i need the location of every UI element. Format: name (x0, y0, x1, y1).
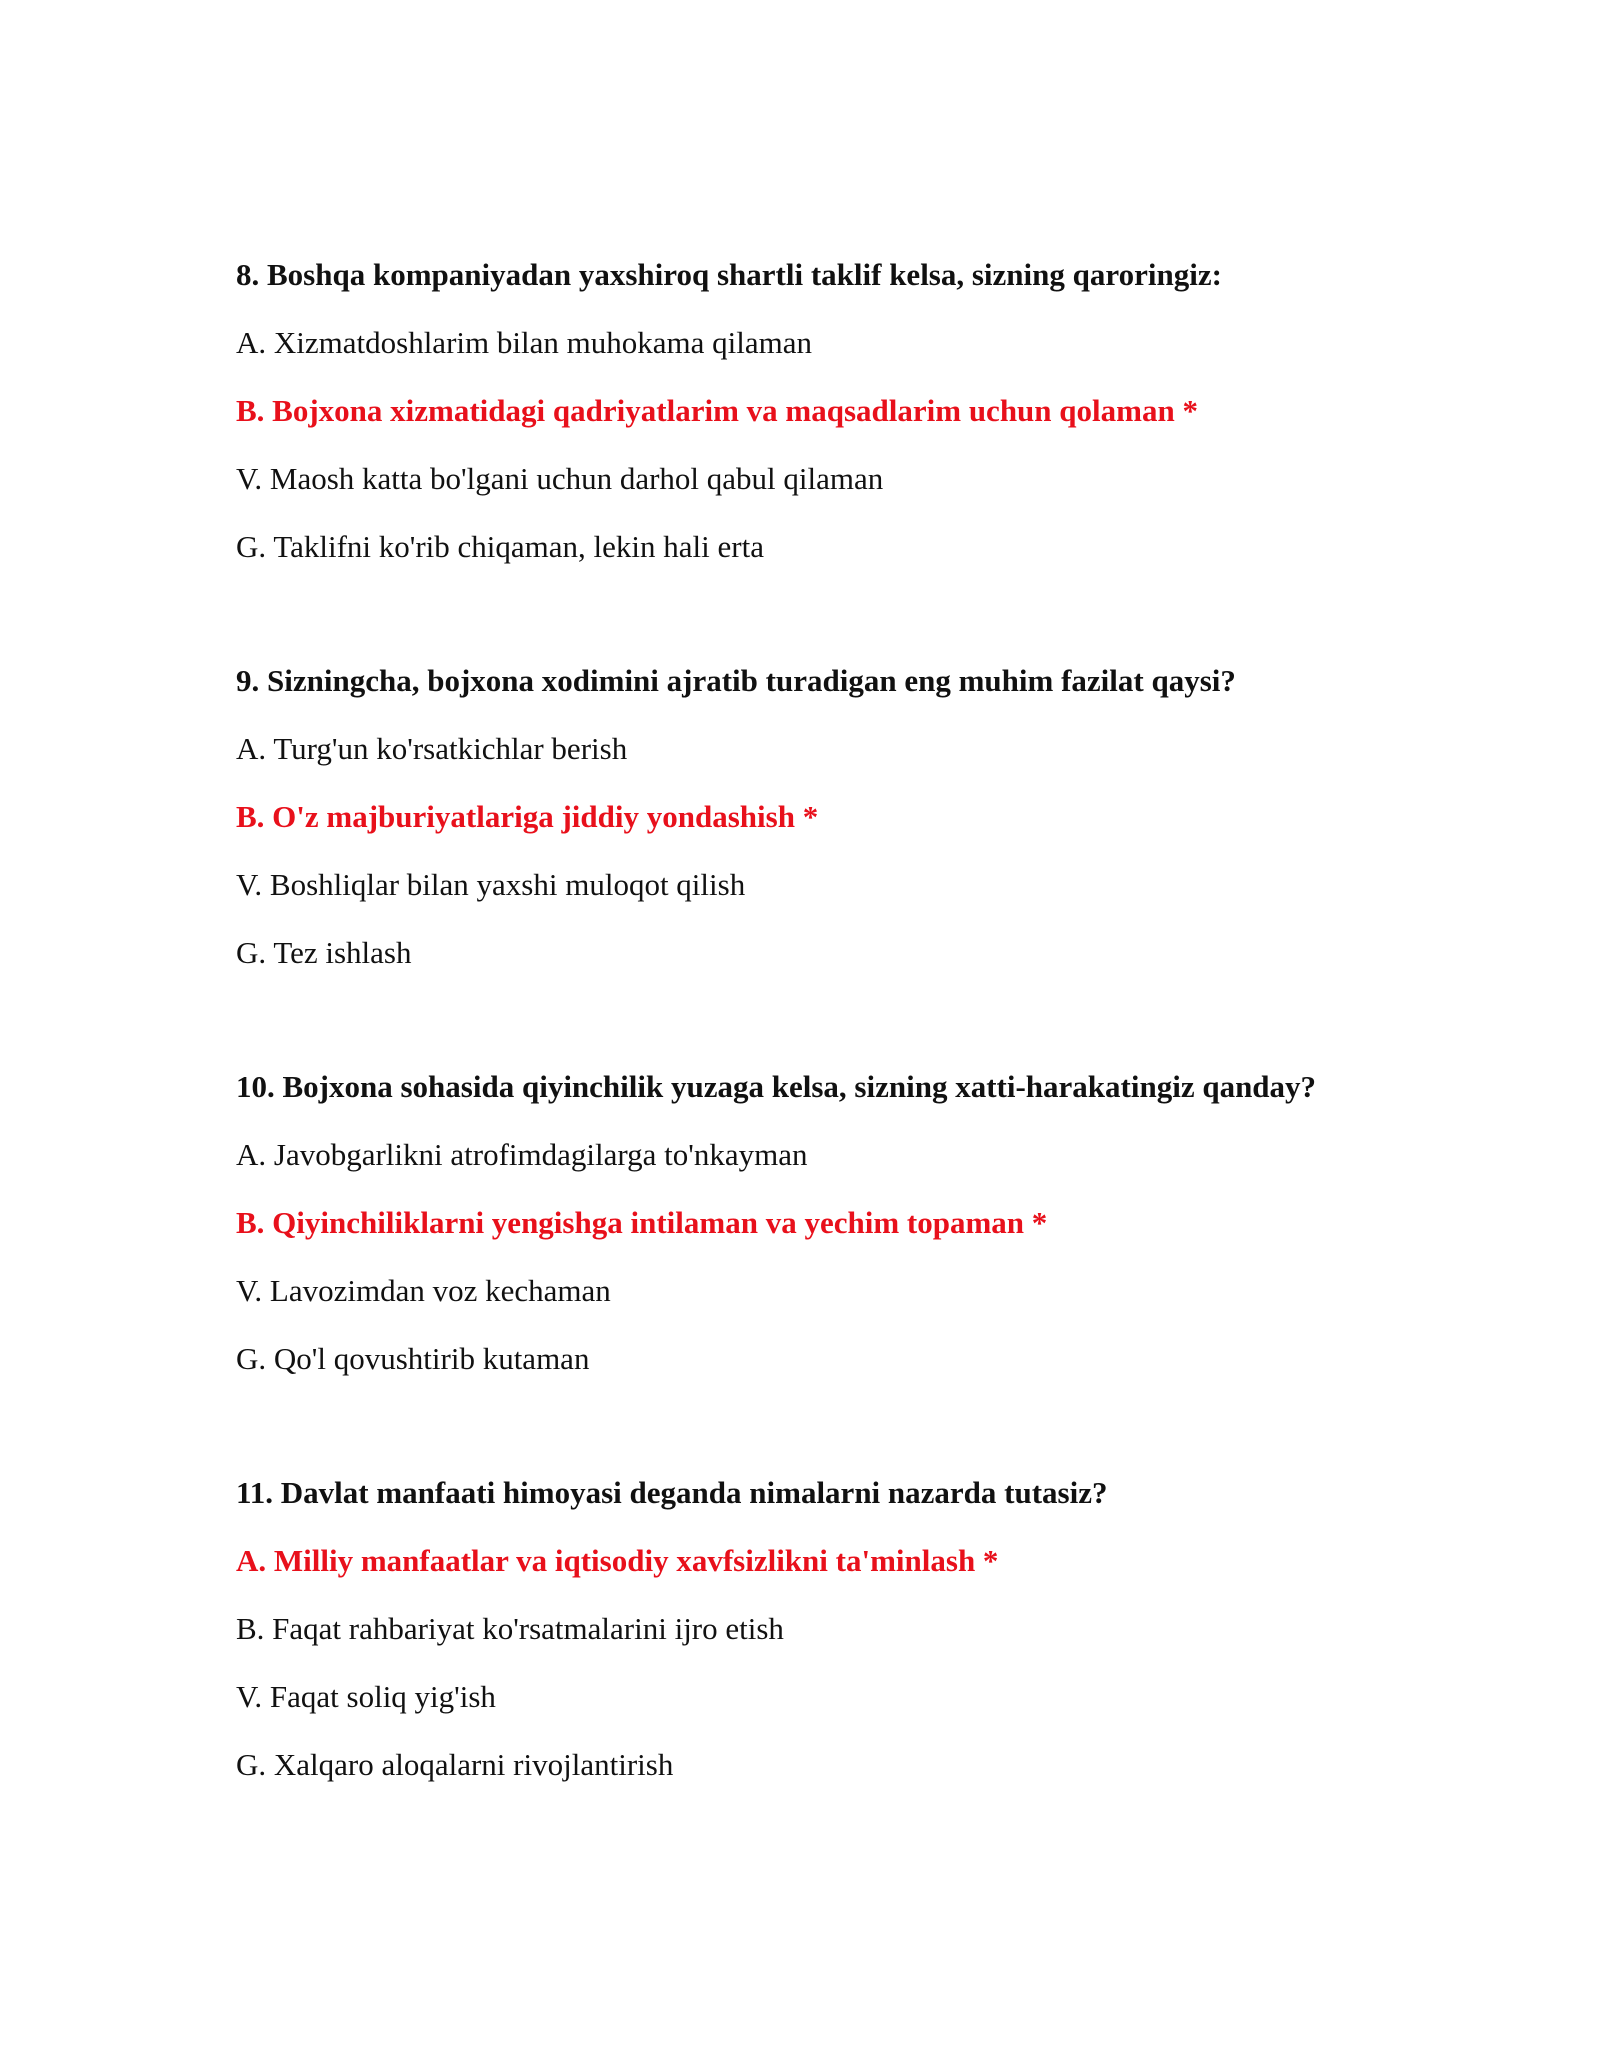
question-title: 8. Boshqa kompaniyadan yaxshiroq shartli taklif kelsa, sizning qaroringiz: (236, 257, 1222, 292)
question-10 (236, 1067, 1436, 1379)
question-9 (236, 661, 1436, 973)
answer-option-g: G. Xalqaro aloqalarni rivojlantirish (236, 1747, 674, 1782)
answer-option-g: G. Tez ishlash (236, 935, 412, 970)
answer-option-b-correct: B. Bojxona xizmatidagi qadriyatlarim va maqsadlarim uchun qolaman * (236, 393, 1198, 428)
answer-option-a: A. Xizmatdoshlarim bilan muhokama qilaman (236, 325, 812, 360)
question-8 (236, 255, 1436, 567)
answer-option-v: V. Maosh katta bo'lgani uchun darhol qabul qilaman (236, 461, 884, 496)
answer-option-g: G. Qo'l qovushtirib kutaman (236, 1341, 590, 1376)
answer-option-g: G. Taklifni ko'rib chiqaman, lekin hali erta (236, 529, 764, 564)
question-11 (236, 1473, 1436, 1785)
answer-option-a: A. Turg'un ko'rsatkichlar berish (236, 731, 628, 766)
question-title: 10. Bojxona sohasida qiyinchilik yuzaga kelsa, sizning xatti-harakatingiz qanday? (236, 1069, 1317, 1104)
answer-option-v: V. Lavozimdan voz kechaman (236, 1273, 611, 1308)
answer-option-a: A. Javobgarlikni atrofimdagilarga to'nkayman (236, 1137, 808, 1172)
question-title: 9. Sizningcha, bojxona xodimini ajratib turadigan eng muhim fazilat qaysi? (236, 663, 1236, 698)
answer-option-v: V. Boshliqlar bilan yaxshi muloqot qilish (236, 867, 746, 902)
answer-option-a-correct: A. Milliy manfaatlar va iqtisodiy xavfsizlikni ta'minlash * (236, 1543, 999, 1578)
answer-option-v: V. Faqat soliq yig'ish (236, 1679, 496, 1714)
answer-option-b: B. Faqat rahbariyat ko'rsatmalarini ijro etish (236, 1611, 784, 1646)
answer-option-b-correct: B. O'z majburiyatlariga jiddiy yondashish * (236, 799, 819, 834)
answer-option-b-correct: B. Qiyinchiliklarni yengishga intilaman va yechim topaman * (236, 1205, 1048, 1240)
question-title: 11. Davlat manfaati himoyasi deganda nimalarni nazarda tutasiz? (236, 1475, 1108, 1510)
